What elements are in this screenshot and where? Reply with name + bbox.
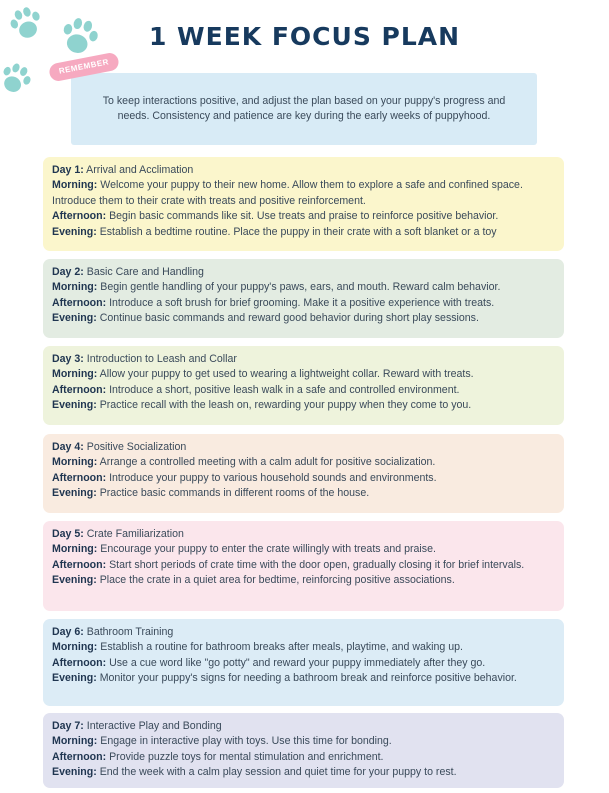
day-heading	[52, 719, 555, 734]
morning-line	[52, 280, 555, 295]
morning-text: Begin gentle handling of your puppy's paws, ears, and mouth. Reward calm behavior.	[100, 281, 501, 294]
intro-text: To keep interactions positive, and adjust the plan based on your puppy's progress and needs. Consistency and patience are key during the early weeks of puppyhood.	[102, 95, 506, 122]
morning-label: Morning:	[52, 281, 98, 294]
morning-label: Morning:	[52, 368, 98, 381]
afternoon-text: Start short periods of crate time with the door open, gradually closing it for brief intervals.	[109, 558, 525, 571]
afternoon-text: Begin basic commands like sit. Use treats and praise to reinforce positive behavior.	[109, 210, 499, 223]
morning-label: Morning:	[52, 641, 98, 654]
afternoon-label: Afternoon:	[52, 296, 107, 309]
evening-text: Continue basic commands and reward good behavior during short play sessions.	[99, 312, 479, 325]
morning-label: Morning:	[52, 179, 98, 192]
day-label: Day 4:	[52, 441, 84, 453]
morning-text: Arrange a controlled meeting with a calm adult for positive socialization.	[99, 456, 436, 469]
evening-line	[52, 311, 555, 326]
morning-line	[52, 455, 555, 470]
afternoon-label: Afternoon:	[52, 750, 107, 763]
afternoon-line	[52, 558, 555, 573]
evening-label: Evening:	[52, 766, 97, 779]
morning-line	[52, 734, 555, 749]
morning-line	[52, 542, 555, 557]
afternoon-line	[52, 656, 555, 671]
paw-print-icon	[0, 60, 34, 98]
afternoon-text: Use a cue word like "go potty" and reward your puppy immediately after they go.	[109, 656, 486, 669]
afternoon-text: Introduce a soft brush for brief grooming. Make it a positive experience with treats.	[109, 296, 495, 309]
evening-label: Evening:	[52, 399, 97, 412]
morning-label: Morning:	[52, 543, 98, 556]
day-heading	[52, 440, 555, 455]
evening-label: Evening:	[52, 672, 97, 685]
afternoon-label: Afternoon:	[52, 471, 107, 484]
morning-text: Establish a routine for bathroom breaks after meals, playtime, and waking up.	[100, 641, 463, 654]
intro-box	[71, 73, 537, 145]
day-heading	[52, 625, 555, 640]
afternoon-line	[52, 209, 555, 224]
day-card-7	[43, 713, 564, 788]
afternoon-line	[52, 383, 555, 398]
afternoon-label: Afternoon:	[52, 383, 107, 396]
day-heading	[52, 527, 555, 542]
evening-text: Place the crate in a quiet area for bedtime, reinforcing positive associations.	[99, 574, 455, 587]
day-label: Day 6:	[52, 626, 84, 638]
day-label: Day 3:	[52, 353, 84, 365]
afternoon-label: Afternoon:	[52, 210, 107, 223]
morning-line	[52, 178, 555, 209]
evening-line	[52, 765, 555, 780]
day-card-2	[43, 259, 564, 338]
day-topic: Bathroom Training	[86, 626, 174, 638]
morning-label: Morning:	[52, 735, 98, 748]
day-card-6	[43, 619, 564, 706]
day-label: Day 5:	[52, 528, 84, 540]
afternoon-line	[52, 750, 555, 765]
evening-line	[52, 573, 555, 588]
evening-line	[52, 671, 555, 686]
day-label: Day 7:	[52, 720, 84, 732]
day-heading	[52, 265, 555, 280]
evening-text: Establish a bedtime routine. Place the puppy in their crate with a soft blanket or a toy	[99, 225, 497, 238]
day-topic: Crate Familiarization	[86, 528, 184, 540]
remember-badge: REMEMBER	[48, 51, 120, 82]
day-card-4	[43, 434, 564, 513]
evening-line	[52, 225, 555, 240]
day-card-1	[43, 157, 564, 251]
evening-text: Practice basic commands in different rooms of the house.	[99, 487, 370, 500]
afternoon-text: Introduce your puppy to various household sounds and environments.	[109, 471, 437, 484]
afternoon-label: Afternoon:	[52, 558, 107, 571]
morning-text: Welcome your puppy to their new home. Allow them to explore a safe and confined space. Introduce them to their crate with treats and positive reinforcement.	[52, 179, 523, 207]
morning-text: Encourage your puppy to enter the crate willingly with treats and praise.	[100, 543, 436, 556]
day-topic: Positive Socialization	[86, 441, 187, 453]
day-topic: Interactive Play and Bonding	[86, 720, 222, 732]
morning-text: Allow your puppy to get used to wearing a lightweight collar. Reward with treats.	[99, 368, 474, 381]
afternoon-line	[52, 296, 555, 311]
morning-label: Morning:	[52, 456, 98, 469]
afternoon-line	[52, 471, 555, 486]
afternoon-label: Afternoon:	[52, 656, 107, 669]
evening-line	[52, 398, 555, 413]
evening-label: Evening:	[52, 312, 97, 325]
day-heading	[52, 163, 555, 178]
day-label: Day 2:	[52, 266, 84, 278]
evening-label: Evening:	[52, 225, 97, 238]
evening-text: Monitor your puppy's signs for needing a bathroom break and reinforce positive behavior.	[99, 672, 517, 685]
evening-line	[52, 486, 555, 501]
evening-label: Evening:	[52, 574, 97, 587]
morning-line	[52, 640, 555, 655]
day-card-5	[43, 521, 564, 611]
morning-text: Engage in interactive play with toys. Use this time for bonding.	[100, 735, 392, 748]
day-heading	[52, 352, 555, 367]
day-card-3	[43, 346, 564, 425]
day-topic: Arrival and Acclimation	[86, 164, 194, 176]
day-topic: Introduction to Leash and Collar	[86, 353, 237, 365]
morning-line	[52, 367, 555, 382]
day-label: Day 1:	[52, 164, 84, 176]
evening-label: Evening:	[52, 487, 97, 500]
evening-text: Practice recall with the leash on, rewarding your puppy when they come to you.	[99, 399, 472, 412]
page-title: 1 WEEK FOCUS PLAN	[148, 22, 461, 51]
afternoon-text: Provide puzzle toys for mental stimulation and enrichment.	[109, 750, 384, 763]
afternoon-text: Introduce a short, positive leash walk in a safe and controlled environment.	[109, 383, 460, 396]
evening-text: End the week with a calm play session and quiet time for your puppy to rest.	[99, 766, 457, 779]
day-topic: Basic Care and Handling	[86, 266, 204, 278]
